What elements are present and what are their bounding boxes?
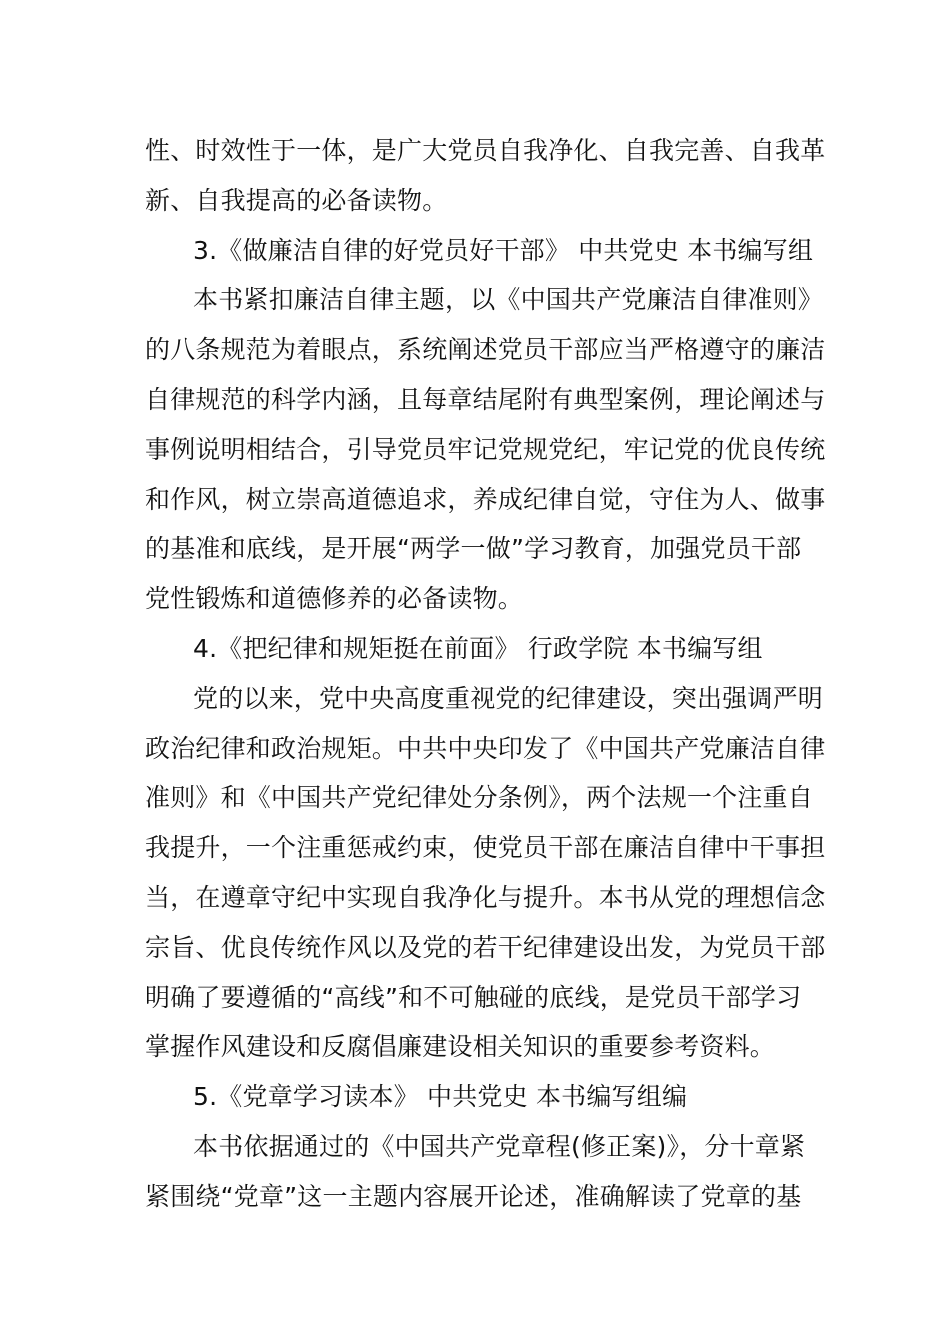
document-body xyxy=(145,126,826,1222)
text-line: 和作风，树立崇高道德追求，养成纪律自觉，守住为人、做事 xyxy=(145,484,826,514)
text-line: 本书依据通过的《中国共产党章程(修正案)》，分十章紧 xyxy=(193,1131,806,1161)
book-heading-5: 5.《党章学习读本》 中共党史 本书编写组编 xyxy=(193,1082,688,1112)
text-line: 性、时效性于一体，是广大党员自我净化、自我完善、自我革 xyxy=(145,136,826,165)
text-line: 政治纪律和政治规矩。中共中央印发了《中国共产党廉洁自律 xyxy=(145,733,826,763)
text-line: 事例说明相结合，引导党员牢记党规党纪，牢记党的优良传统 xyxy=(145,434,826,464)
text-line: 党性锻炼和道德修养的必备读物。 xyxy=(145,584,524,614)
text-line: 紧围绕“党章”这一主题内容展开论述，准确解读了党章的基 xyxy=(145,1181,802,1211)
text-line: 明确了要遵循的“高线”和不可触碰的底线，是党员干部学习 xyxy=(145,982,802,1012)
text-line: 本书紧扣廉洁自律主题，以《中国共产党廉洁自律准则》 xyxy=(193,285,824,315)
text-line: 自律规范的科学内涵，且每章结尾附有典型案例，理论阐述与 xyxy=(145,384,826,414)
text-line: 准则》和《中国共产党纪律处分条例》，两个法规一个注重自 xyxy=(145,783,813,813)
book-heading-3: 3.《做廉洁自律的好党员好干部》 中共党史 本书编写组 xyxy=(193,235,814,265)
text-line: 的八条规范为着眼点，系统阐述党员干部应当严格遵守的廉洁 xyxy=(145,335,826,365)
book-heading-4: 4.《把纪律和规矩挺在前面》 行政学院 本书编写组 xyxy=(193,633,763,663)
text-line: 党的以来，党中央高度重视党的纪律建设，突出强调严明 xyxy=(193,683,824,713)
text-line: 的基准和底线，是开展“两学一做”学习教育，加强党员干部 xyxy=(145,534,802,564)
text-line: 掌握作风建设和反腐倡廉建设相关知识的重要参考资料。 xyxy=(145,1032,776,1062)
text-line: 当，在遵章守纪中实现自我净化与提升。本书从党的理想信念 xyxy=(145,882,826,912)
text-line: 我提升，一个注重惩戒约束，使党员干部在廉洁自律中干事担 xyxy=(145,833,826,863)
text-line: 新、自我提高的必备读物。 xyxy=(145,185,448,215)
text-line: 宗旨、优良传统作风以及党的若干纪律建设出发，为党员干部 xyxy=(145,932,826,962)
